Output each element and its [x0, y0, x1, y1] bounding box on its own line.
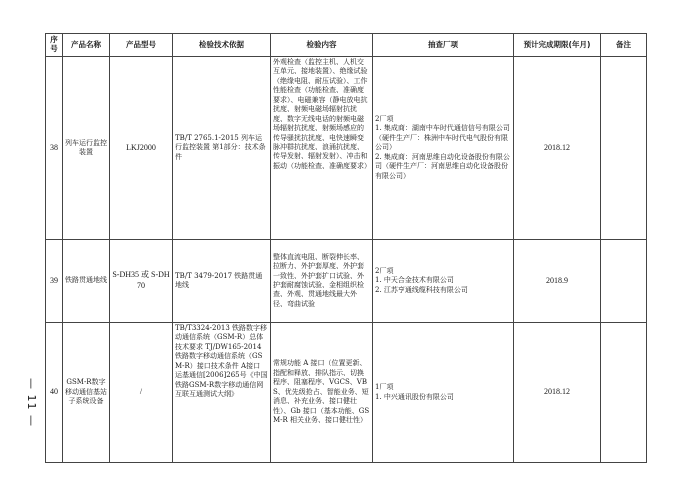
mfr-item: 1. 中兴通讯股份有限公司: [375, 392, 454, 401]
inspection-table: [45, 33, 647, 463]
header-remark: 备注: [601, 34, 647, 57]
row-deadline: 2018.9: [514, 240, 601, 323]
row-model: S-DH35 或 S-DH70: [110, 240, 173, 323]
mfr-count: 2厂项: [375, 266, 394, 275]
header-row: [46, 34, 647, 57]
row-product-name: 铁路贯通地线: [63, 240, 110, 323]
header-seq: 序号: [46, 34, 63, 57]
row-manufacturers: [373, 240, 514, 323]
row-product-name: 列车运行监控装置: [63, 57, 110, 240]
mfr-count: 1厂项: [375, 383, 394, 392]
row-standard: TB/T 2765.1-2015 列车运行监控装置 第1部分：技术条件: [173, 57, 271, 240]
mfr-count: 2厂项: [375, 114, 394, 123]
table-row: [46, 323, 647, 463]
mfr-item: 2. 江苏亨通线缆科技有限公司: [375, 285, 468, 294]
row-seq: 40: [46, 323, 63, 463]
row-remark: [601, 240, 647, 323]
row-standard: TB/T3324-2013 铁路数字移动通信系统（GSM-R）总体技术要求 TJ/DW165-2014 铁路数字移动通信系统（GSM-R）接口技术条件 A接口 运基通信[2006]265号《中国铁路GSM-R数字移动通信网互联互通测试大纲》: [173, 323, 271, 463]
header-deadline: 预计完成期限(年月): [514, 34, 601, 57]
row-manufacturers: [373, 323, 514, 463]
row-content: 常规功能 A 接口（位置更新、指配和释放、排队指示、切换程序、阻塞程序、VGCS、VBS、优先级抢占、智能业务、短消息、补充业务、接口健壮性）、Gb 接口（基本功能、GSM-R 相关业务、接口健壮性）: [271, 323, 373, 463]
row-remark: [601, 57, 647, 240]
mfr-item: 2. 集成商：河南思维自动化设备股份有限公司（硬件生产厂：河南思维自动化设备股份有限公司）: [375, 152, 510, 180]
row-deadline: 2018.12: [514, 57, 601, 240]
mfr-item: 1. 中天合金技术有限公司: [375, 276, 454, 285]
row-standard: TB/T 3479-2017 铁路贯通地线: [173, 240, 271, 323]
header-model: 产品型号: [110, 34, 173, 57]
header-manufacturers: 抽查厂项: [373, 34, 514, 57]
row-seq: 39: [46, 240, 63, 323]
header-standard: 检验技术依据: [173, 34, 271, 57]
row-deadline: 2018.12: [514, 323, 601, 463]
row-model: LKJ2000: [110, 57, 173, 240]
page-number: — 11 —: [25, 377, 38, 427]
row-product-name: GSM-R数字移动通信基站子系统设备: [63, 323, 110, 463]
row-model: /: [110, 323, 173, 463]
header-content: 检验内容: [271, 34, 373, 57]
header-product-name: 产品名称: [63, 34, 110, 57]
row-remark: [601, 323, 647, 463]
table-row: [46, 240, 647, 323]
row-manufacturers: [373, 57, 514, 240]
row-seq: 38: [46, 57, 63, 240]
row-content: 整体直流电阻、断裂伸长率、拉断力、外护套厚度、外护套一致性、外护套扩口试验、外护套耐腐蚀试验、金相组织检查、外观、贯通地线最大外径、弯曲试验: [271, 240, 373, 323]
row-content: 外观检查（监控主机、人机交互单元、接地装置）、绝缘试验（绝缘电阻、耐压试验）、工作性能检查（功能检查、准确度要求）、电磁兼容（静电放电抗扰度、射频电磁场辐射抗扰度、数字无线电话的射频电磁场辐射抗扰度、射频场感应的传导骚扰抗扰度、电快速瞬变脉冲群抗扰度、浪涌抗扰度、传导发射、辐射发射）、冲击和振动（功能检查、准确度要求）: [271, 57, 373, 240]
table-row: [46, 57, 647, 240]
mfr-item: 1. 集成商：湖南中车时代通信信号有限公司（硬件生产厂：株洲中车时代电气股份有限公司）: [375, 124, 510, 152]
